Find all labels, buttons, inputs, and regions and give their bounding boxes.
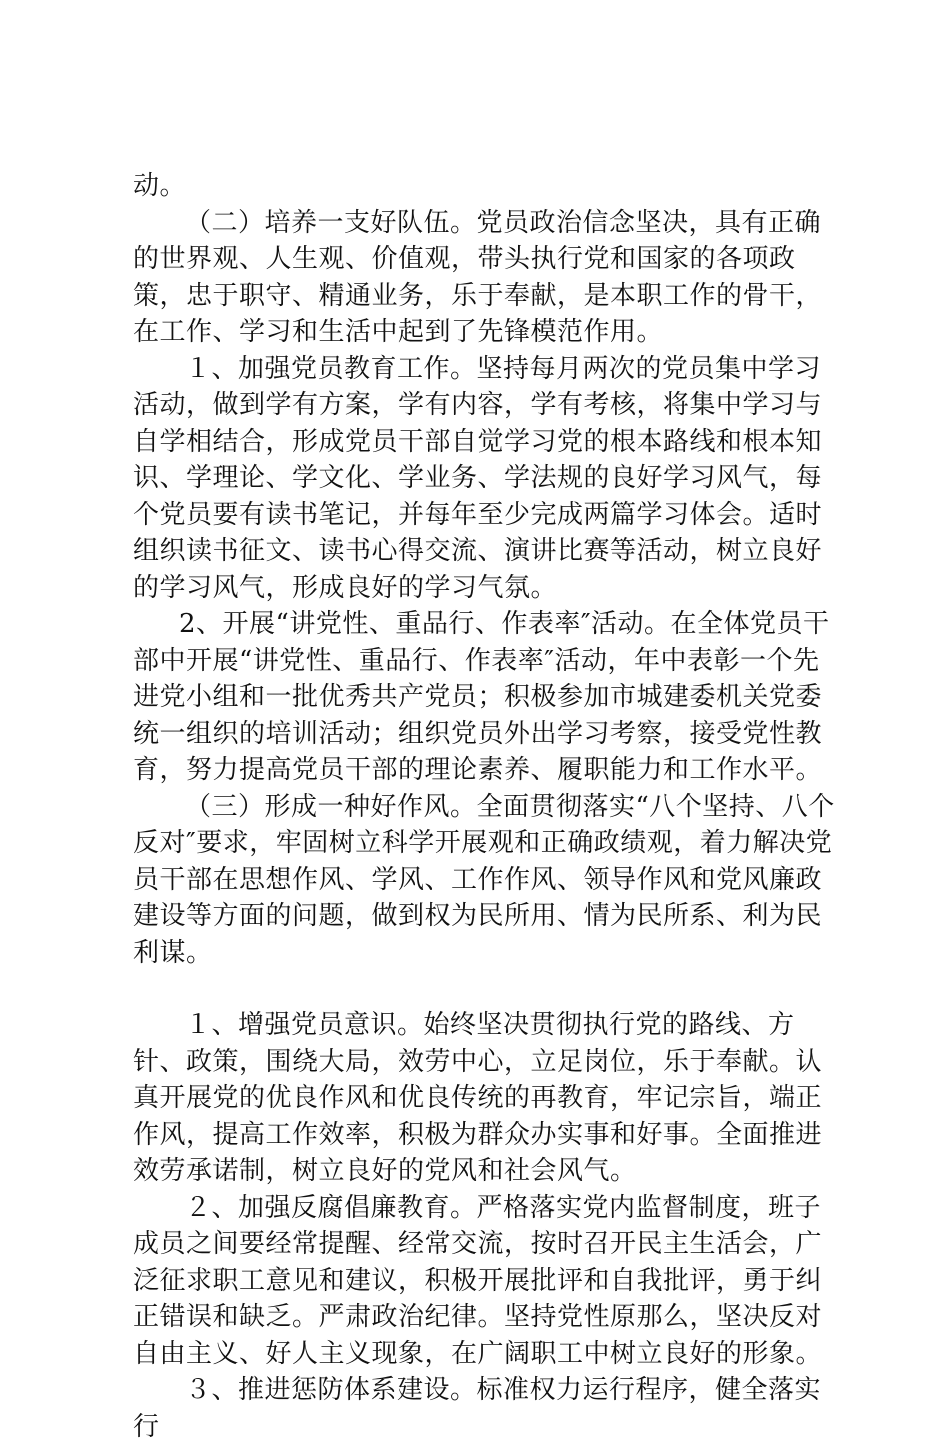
paragraph-item-1-party-education: １、加强党员教育工作。坚持每月两次的党员集中学习活动，做到学有方案，学有内容，学有考核，将集中学习与自学相结合，形成党员干部自觉学习党的根本路线和根本知识、学理论、学文化、学业务、学法规的良好学习风气，每个党员要有读书笔记，并每年至少完成两篇学习体会。适时组织读书征文、读书心得交流、演讲比赛等活动，树立良好的学习风气，形成良好的学习气氛。 [133, 353, 823, 603]
paragraph-continuation: 动。 [133, 171, 187, 201]
paragraph-section-2-heading: （二）培养一支好队伍。党员政治信念坚决，具有正确的世界观、人生观、价值观，带头执行党和国家的各项政策，忠于职守、精通业务，乐于奉献，是本职工作的骨干，在工作、学习和生活中起到了先锋模范作用。 [133, 207, 823, 347]
paragraph-item-2-activities: 2、开展“讲党性、重品行、作表率″活动。在全体党员干部中开展“讲党性、重品行、作表率″活动，年中表彰一个先进党小组和一批优秀共产党员；积极参加市城建委机关党委统一组织的培训活动；组织党员外出学习考察，接受党性教育，努力提高党员干部的理论素养、履职能力和工作水平。 [133, 609, 830, 785]
paragraph-item-3-prevention-system: ３、推进惩防体系建设。标准权力运行程序，健全落实行 [133, 1375, 822, 1442]
document-body [133, 168, 838, 1445]
paragraph-item-1-party-awareness: １、增强党员意识。始终坚决贯彻执行党的路线、方针、政策，围绕大局，效劳中心，立足岗位，乐于奉献。认真开展党的优良作风和优良传统的再教育，牢记宗旨，端正作风，提高工作效率，积极为群众办实事和好事。全面推进效劳承诺制，树立良好的党风和社会风气。 [133, 1010, 823, 1186]
paragraph-item-2-anti-corruption: ２、加强反腐倡廉教育。严格落实党内监督制度，班子成员之间要经常提醒、经常交流，按时召开民主生活会，广泛征求职工意见和建议，积极开展批评和自我批评，勇于纠正错误和缺乏。严肃政治纪律。坚持党性原那么，坚决反对自由主义、好人主义现象，在广阔职工中树立良好的形象。 [133, 1192, 823, 1369]
paragraph-section-3-heading: （三）形成一种好作风。全面贯彻落实“八个坚持、八个反对″要求，牢固树立科学开展观和正确政绩观，着力解决党员干部在思想作风、学风、工作作风、领导作风和党风廉政建设等方面的问题，做到权为民所用、情为民所系、利为民利谋。 [133, 791, 835, 968]
